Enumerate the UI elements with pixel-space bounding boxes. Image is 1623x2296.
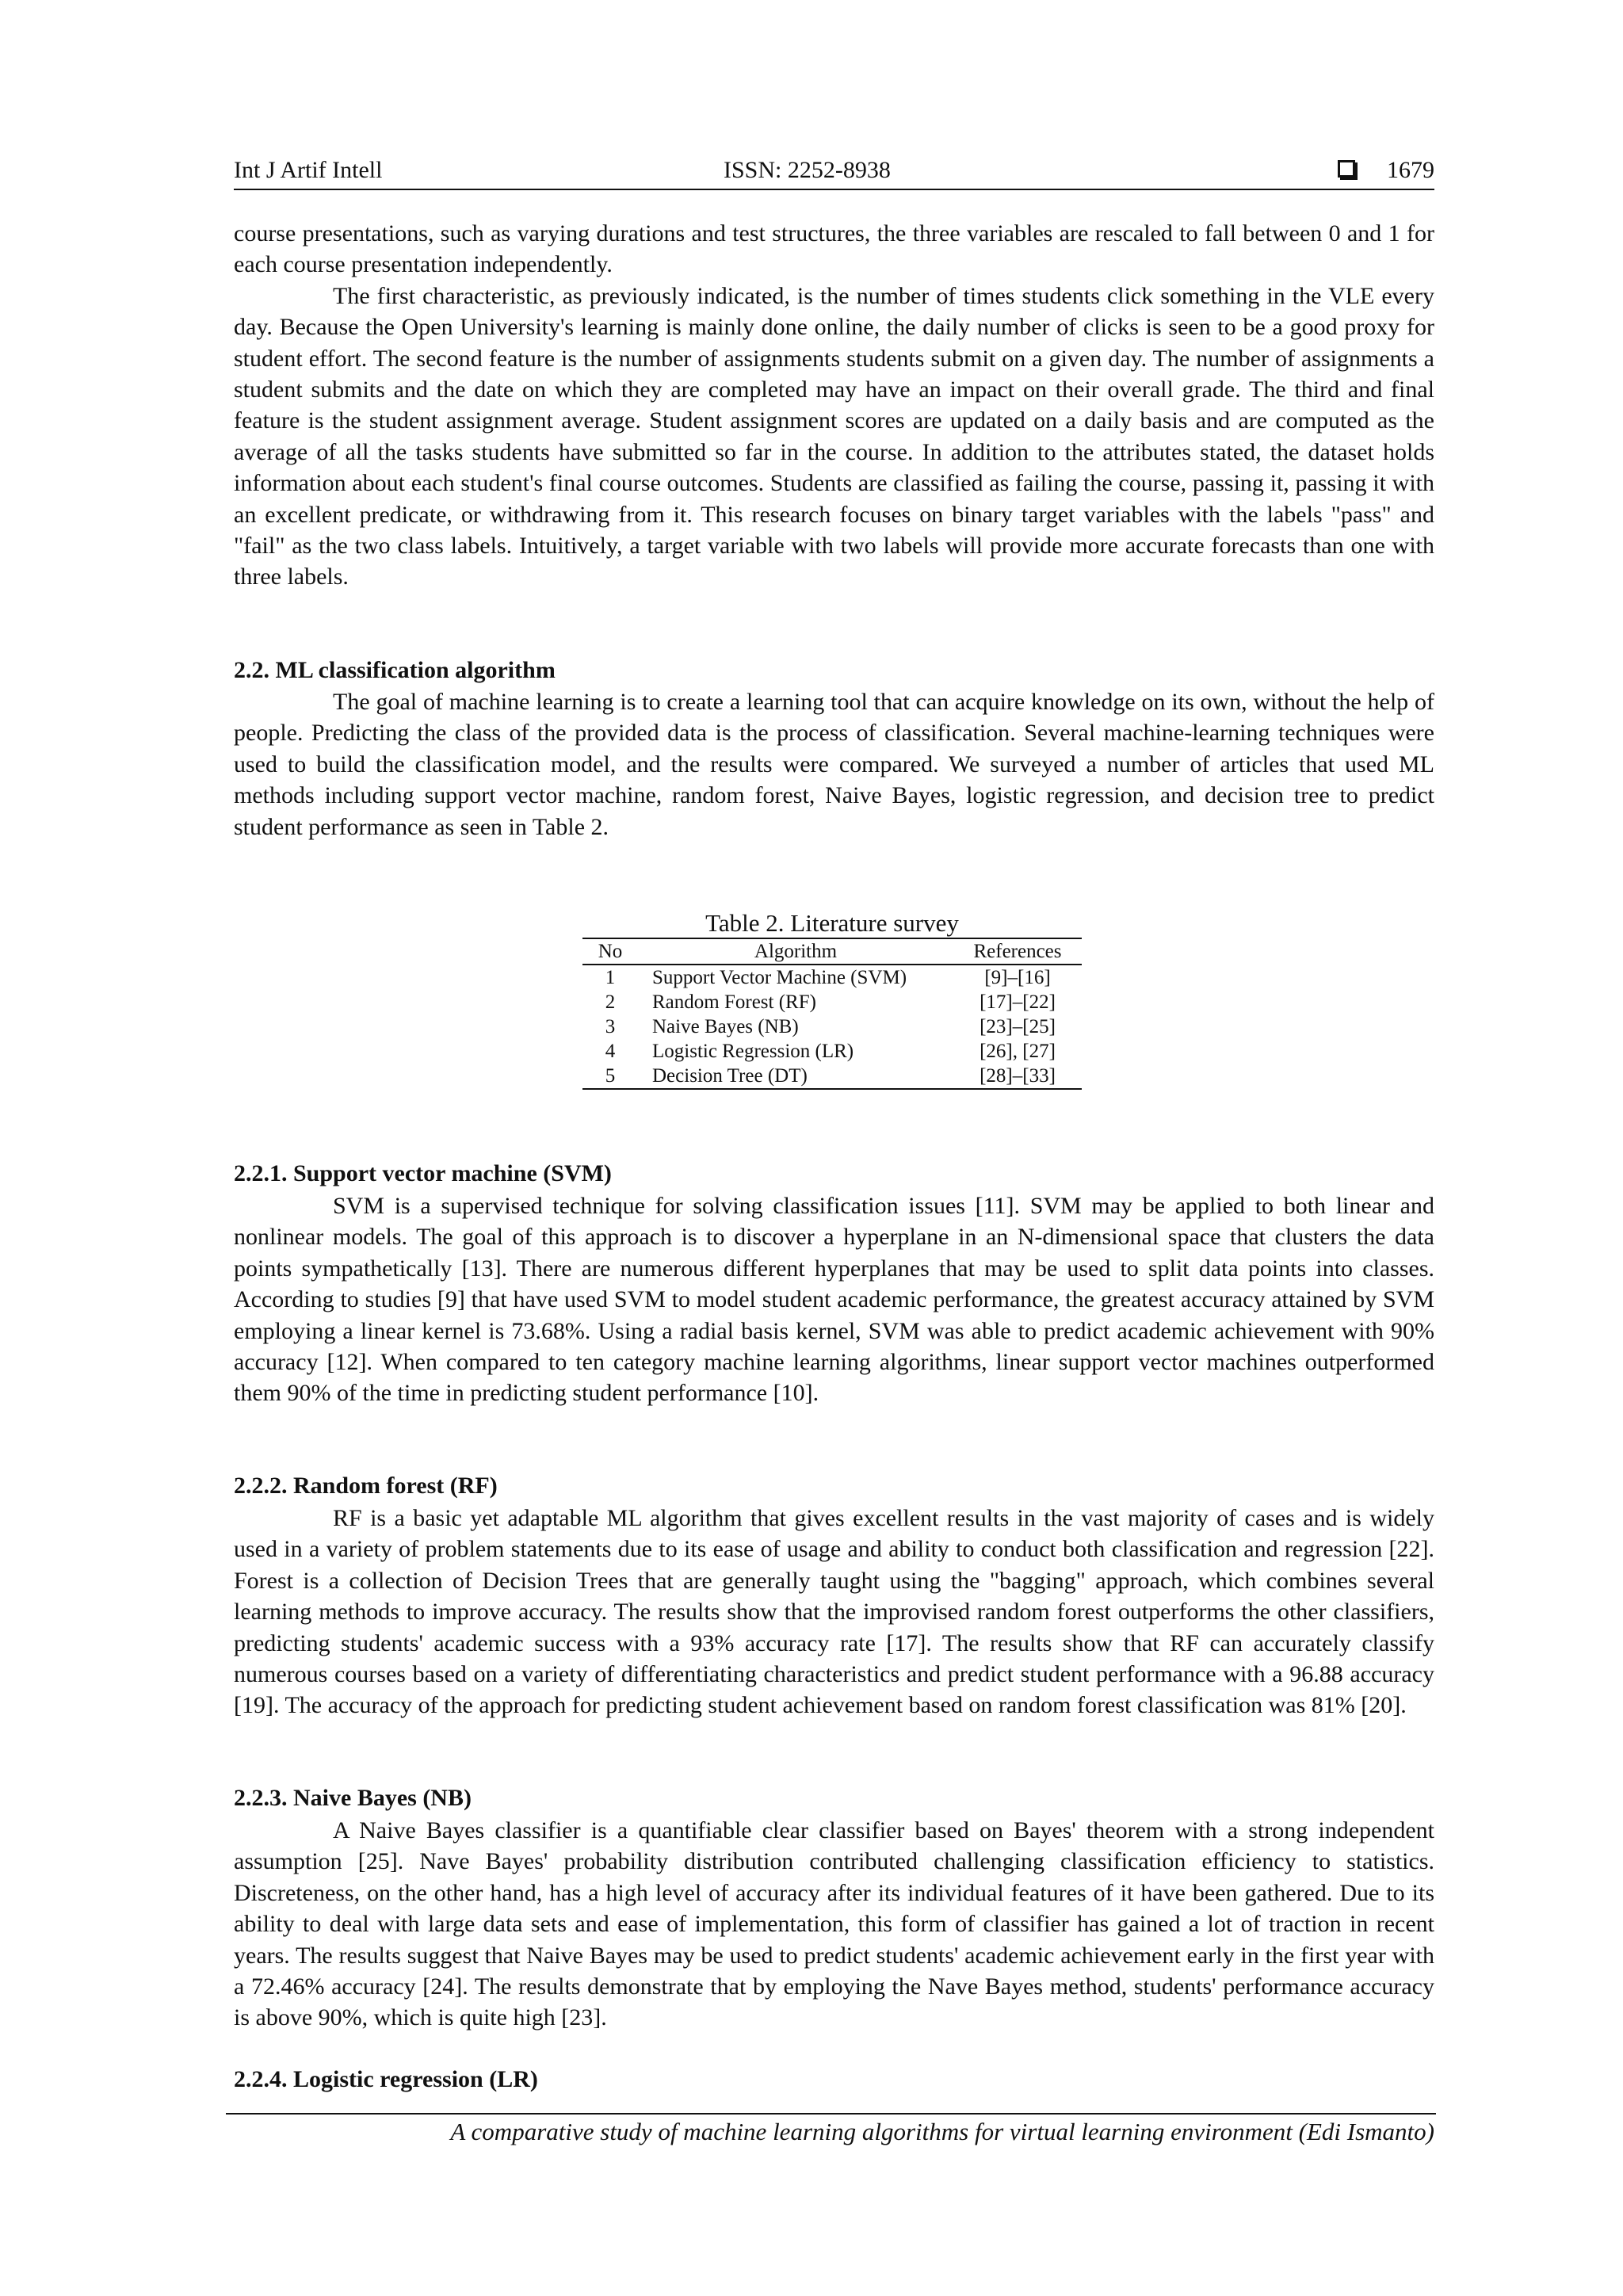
literature-survey-table <box>582 938 1082 1090</box>
table-header-row <box>582 938 1082 965</box>
paragraph: The first characteristic, as previously indicated, is the number of times students click something in the VLE every day. Because the Open University's learning is mainly done online, the daily number of clicks is seen to be a good proxy for student effort. The second feature is the number of assignments students submit on a given day. The number of assignments a student submits and the date on which they are completed may have an impact on their overall grade. The third and final feature is the student assignment average. Student assignment scores are updated on a daily basis and are computed as the average of all the tasks students have submitted so far in the course. In addition to the attributes stated, the dataset holds information about each student's final course outcomes. Students are classified as failing the course, passing it, passing it with an excellent predicate, or withdrawing from it. This research focuses on binary target variables with the labels "pass" and "fail" as the two class labels. Intuitively, a target variable with two labels will provide more accurate forecasts than one with three labels. <box>234 282 1434 590</box>
cell-no: 5 <box>605 1065 616 1087</box>
section-text <box>234 1815 1434 2034</box>
section-heading: 2.2.3. Naive Bayes (NB) <box>234 1785 472 1811</box>
section-heading: 2.2.1. Support vector machine (SVM) <box>234 1160 612 1186</box>
cell-no: 1 <box>605 967 616 988</box>
section-text <box>234 1190 1434 1409</box>
paragraph: course presentations, such as varying durations and test structures, the three variables are rescaled to fall between 0 and 1 for each course presentation independently. <box>234 220 1434 278</box>
table-row <box>582 1064 1082 1089</box>
journal-name: Int J Artif Intell <box>234 157 383 183</box>
table-row <box>582 990 1082 1014</box>
column-header: No <box>582 938 638 965</box>
section-heading: 2.2.2. Random forest (RF) <box>234 1473 498 1499</box>
cell-references: [28]–[33] <box>980 1065 1056 1087</box>
issn: ISSN: 2252-8938 <box>724 157 891 183</box>
running-header <box>234 155 1434 190</box>
cell-algorithm: Random Forest (RF) <box>652 991 816 1013</box>
table-2 <box>582 909 1082 1090</box>
paragraph: The goal of machine learning is to create a learning tool that can acquire knowledge on its own, without the help of people. Predicting the class of the provided data is the process of classification. Several machine-learning techniques were used to build the classification model, and the results were compared. We surveyed a number of articles that used ML methods including support vector machine, random forest, Naive Bayes, logistic regression, and decision tree to predict student performance as seen in Table 2. <box>234 689 1434 840</box>
section-heading: 2.2. ML classification algorithm <box>234 657 556 683</box>
table-caption: Table 2. Literature survey <box>705 909 959 937</box>
table-row <box>582 1014 1082 1039</box>
paragraph: A Naive Bayes classifier is a quantifiable clear classifier based on Bayes' theorem with a strong independent assumption [25]. Nave Bayes' probability distribution contributed challenging classification efficiency to statistics. Discreteness, on the other hand, has a high level of accuracy after its individual features of it have been gathered. Due to its ability to deal with large data sets and ease of implementation, this form of classifier has gained a lot of traction in recent years. The results suggest that Naive Bayes may be used to predict students' academic achievement early in the first year with a 72.46% accuracy [24]. The results demonstrate that by employing the Nave Bayes method, students' performance accuracy is above 90%, which is quite high [23]. <box>234 1817 1434 2031</box>
cell-no: 2 <box>605 991 616 1013</box>
paragraph: SVM is a supervised technique for solving classification issues [11]. SVM may be applied to both linear and nonlinear models. The goal of this approach is to discover a hyperplane in an N-dimensional space that clusters the data points sympathetically [13]. There are numerous different hyperplanes that may be used to split data points into classes. According to studies [9] that have used SVM to model student academic performance, the greatest accuracy attained by SVM employing a linear kernel is 73.68%. Using a radial basis kernel, SVM was able to predict academic achievement with 90% accuracy [12]. When compared to ten category machine learning algorithms, linear support vector machines outperformed them 90% of the time in predicting student performance [10]. <box>234 1193 1434 1407</box>
cell-no: 3 <box>605 1016 616 1037</box>
cell-references: [26], [27] <box>980 1041 1056 1062</box>
intro-text <box>234 218 1434 593</box>
section-text <box>234 1503 1434 1721</box>
cell-no: 4 <box>605 1041 616 1062</box>
section-text <box>234 686 1434 842</box>
column-header: References <box>953 938 1082 965</box>
table-row <box>582 1039 1082 1064</box>
cell-algorithm: Support Vector Machine (SVM) <box>652 967 907 988</box>
cell-references: [9]–[16] <box>984 967 1051 988</box>
page-number: 1679 <box>1387 157 1434 183</box>
section-heading: 2.2.4. Logistic regression (LR) <box>234 2066 538 2092</box>
paragraph: RF is a basic yet adaptable ML algorithm that gives excellent results in the vast majority of cases and is widely used in a variety of problem statements due to its ease of usage and ability to conduct both classification and regression [22]. Forest is a collection of Decision Trees that are generally taught using the "bagging" approach, which combines several learning methods to improve accuracy. The results show that the improvised random forest outperforms the other classifiers, predicting students' academic success with a 93% accuracy rate [17]. The results show that RF can accurately classify numerous courses based on a variety of differentiating characteristics and predict student performance with a 96.88 accuracy [19]. The accuracy of the approach for predicting student achievement based on random forest classification was 81% [20]. <box>234 1505 1434 1719</box>
column-header: Algorithm <box>638 938 953 965</box>
cell-references: [23]–[25] <box>980 1016 1056 1037</box>
footer-rule <box>226 2113 1436 2115</box>
square-bullet-icon <box>1338 160 1355 178</box>
cell-references: [17]–[22] <box>980 991 1056 1013</box>
cell-algorithm: Logistic Regression (LR) <box>652 1041 854 1062</box>
cell-algorithm: Decision Tree (DT) <box>652 1065 808 1087</box>
table-row <box>582 965 1082 990</box>
running-footer: A comparative study of machine learning algorithms for virtual learning environment (Edi Ismanto) <box>450 2118 1434 2145</box>
cell-algorithm: Naive Bayes (NB) <box>652 1016 799 1037</box>
